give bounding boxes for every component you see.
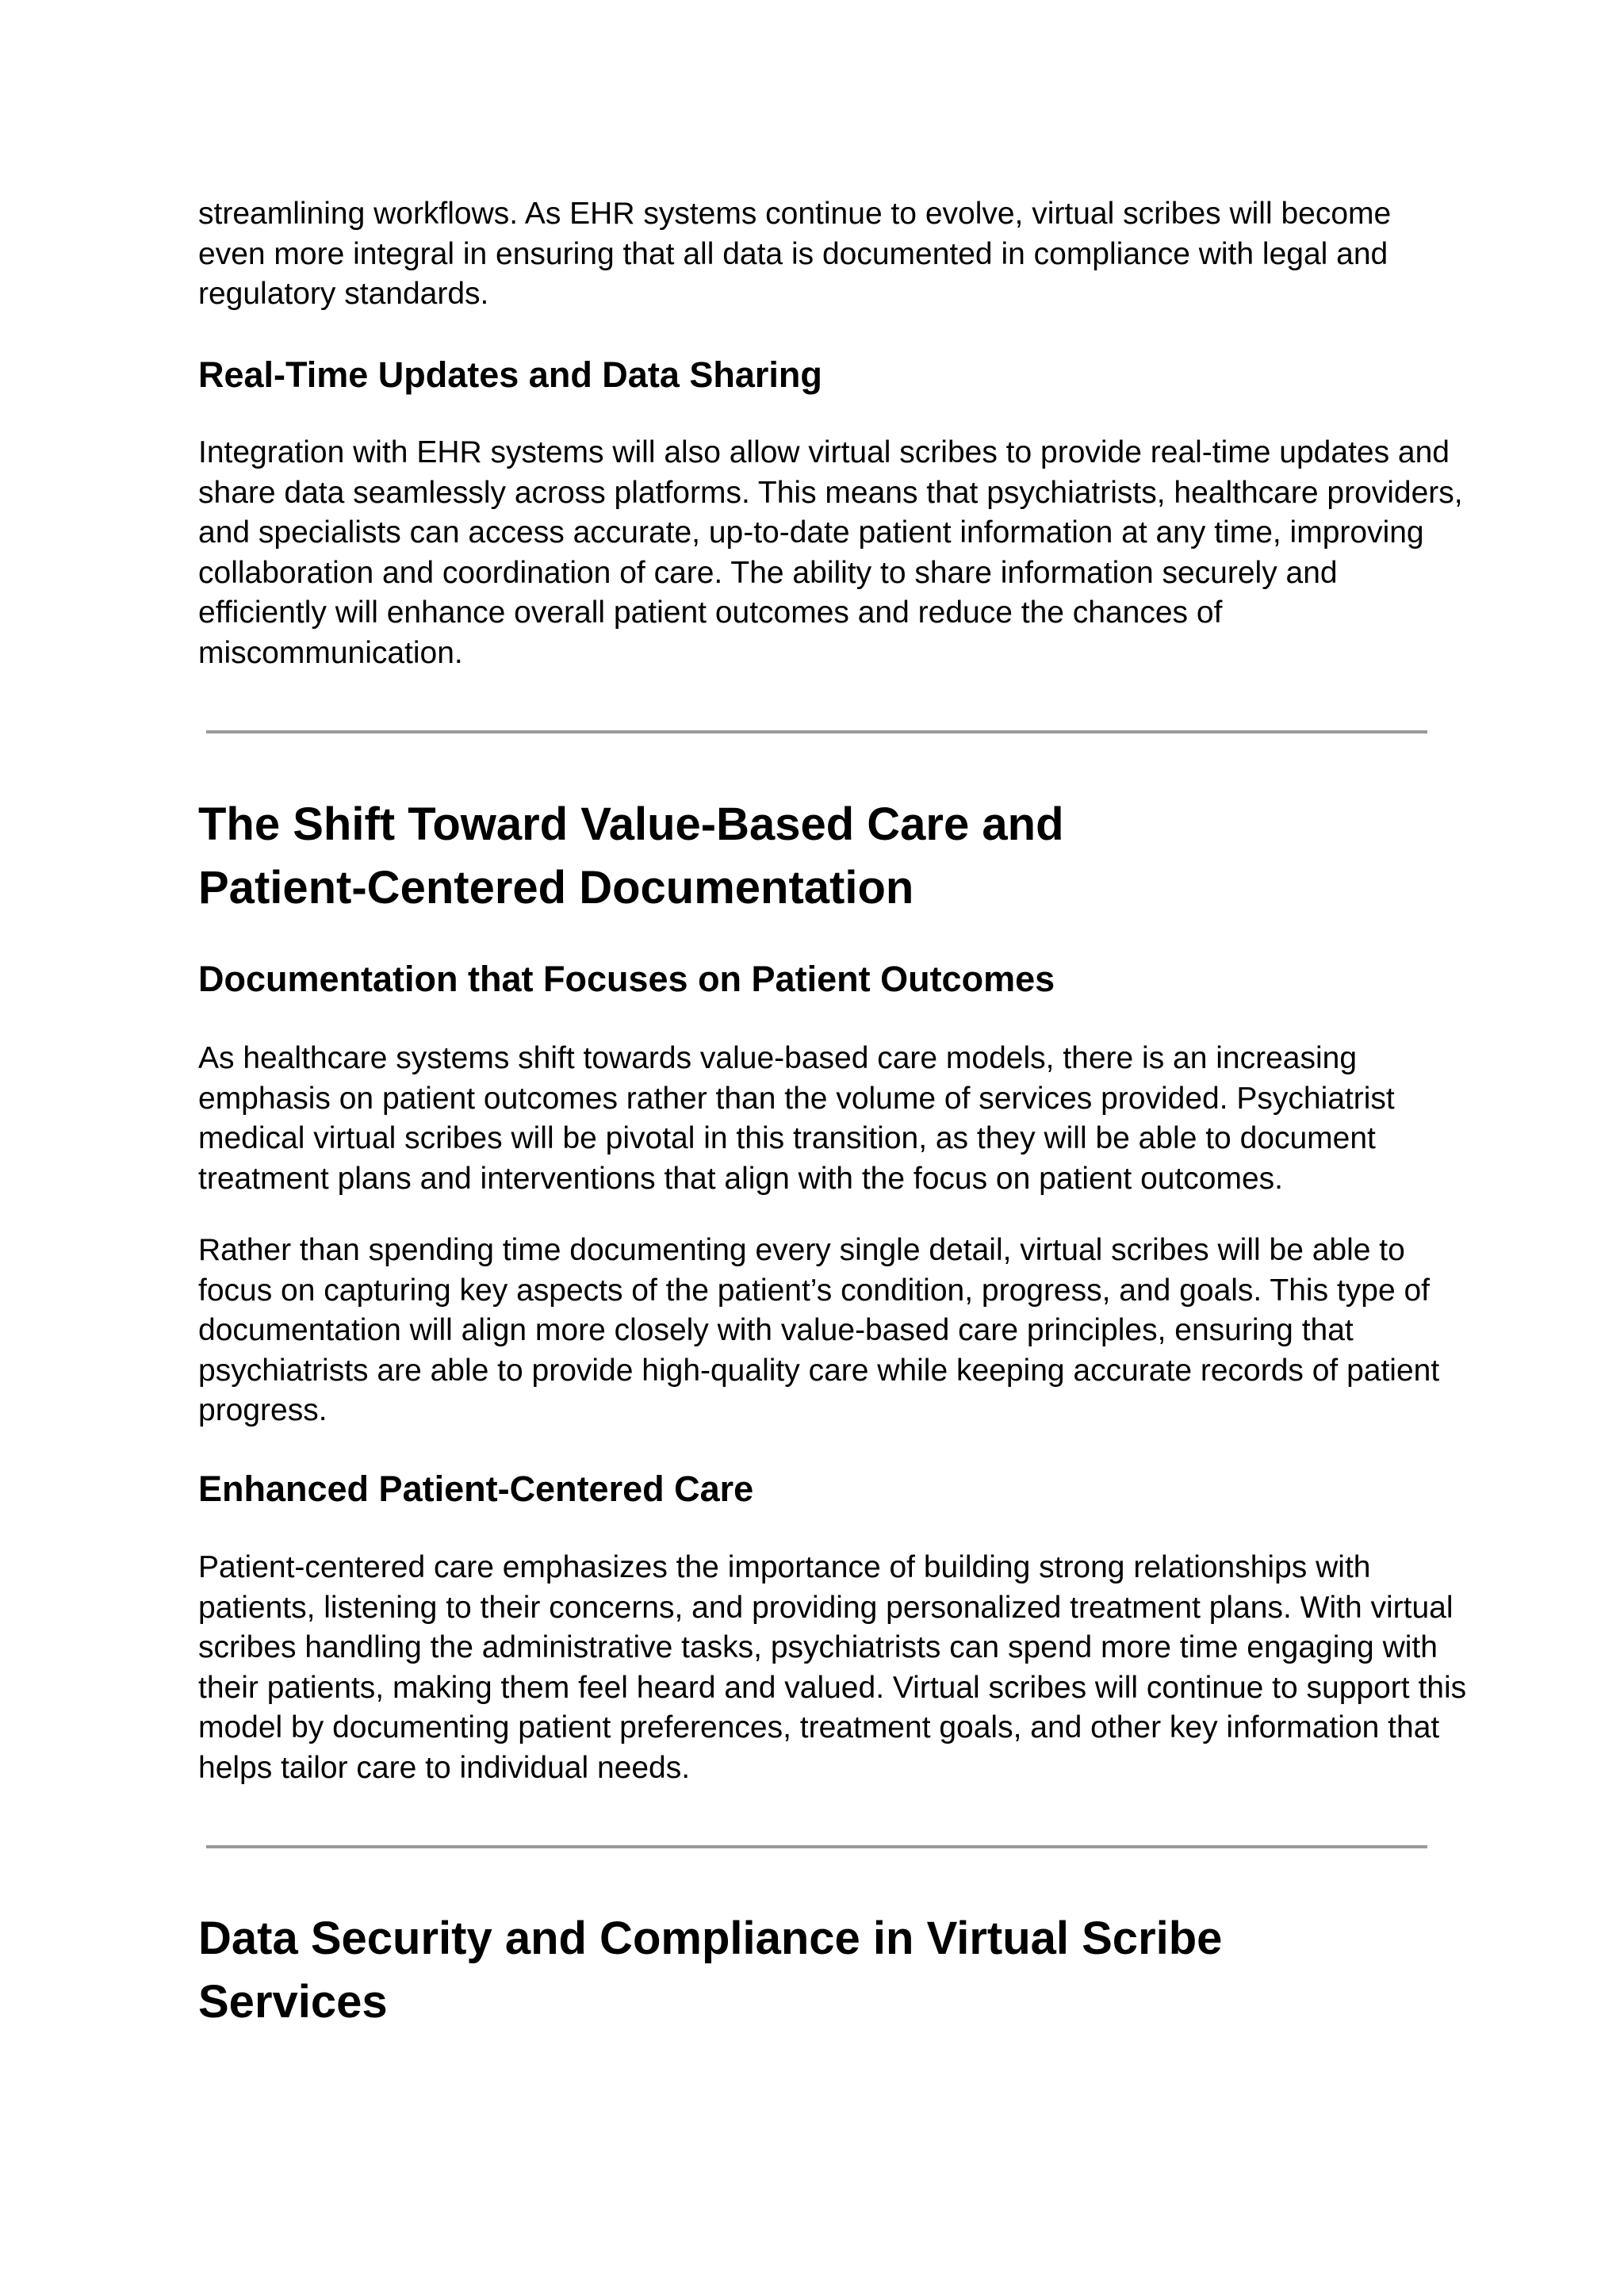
- intro-paragraph-line: streamlining workflows. As EHR systems continue to evolve, virtual scribes will become: [198, 197, 1392, 231]
- intro-paragraph-line: even more integral in ensuring that all data is documented in compliance with legal and: [198, 236, 1388, 271]
- outcomes-paragraph-1-line: emphasis on patient outcomes rather than the volume of services provided. Psychiatrist: [198, 1081, 1395, 1116]
- outcomes-paragraph-1-line: As healthcare systems shift towards value-based care models, there is an increasing: [198, 1041, 1358, 1075]
- outcomes-paragraph-1-line: medical virtual scribes will be pivotal in this transition, as they will be able to document: [198, 1121, 1376, 1155]
- realtime-paragraph: [198, 433, 1463, 673]
- value-based-care-heading: [198, 793, 1443, 920]
- patient-centered-paragraph-line: helps tailor care to individual needs.: [198, 1750, 691, 1785]
- outcomes-paragraph-2-line: Rather than spending time documenting every single detail, virtual scribes will be able to: [198, 1233, 1405, 1267]
- value-based-care-heading-line: The Shift Toward Value-Based Care and: [198, 798, 1064, 850]
- intro-paragraph-line: regulatory standards.: [198, 277, 489, 311]
- patient-centered-paragraph-line: model by documenting patient preferences, treatment goals, and other key information that: [198, 1710, 1440, 1744]
- patient-centered-paragraph-line: Patient-centered care emphasizes the importance of building strong relationships with: [198, 1550, 1371, 1584]
- outcomes-paragraph-2-line: progress.: [198, 1393, 327, 1427]
- realtime-paragraph-line: miscommunication.: [198, 635, 463, 670]
- outcomes-paragraph-1: [198, 1039, 1443, 1199]
- outcomes-paragraph-1-line: treatment plans and interventions that align with the focus on patient outcomes.: [198, 1161, 1283, 1196]
- realtime-paragraph-line: efficiently will enhance overall patient outcomes and reduce the chances of: [198, 596, 1223, 630]
- intro-paragraph: [198, 194, 1443, 315]
- realtime-paragraph-line: share data seamlessly across platforms. This means that psychiatrists, healthcare providers,: [198, 475, 1463, 510]
- outcomes-heading: Documentation that Focuses on Patient Outcomes: [198, 959, 1055, 999]
- section-divider: [206, 1845, 1427, 1848]
- data-security-heading-line: Services: [198, 1976, 388, 2028]
- section-divider: [206, 730, 1427, 733]
- realtime-paragraph-line: collaboration and coordination of care. The ability to share information securely and: [198, 555, 1338, 590]
- data-security-heading: [198, 1907, 1443, 2034]
- outcomes-paragraph-2-line: psychiatrists are able to provide high-quality care while keeping accurate records of patient: [198, 1353, 1440, 1388]
- realtime-heading: Real-Time Updates and Data Sharing: [198, 354, 822, 395]
- patient-centered-paragraph-line: scribes handling the administrative tasks, psychiatrists can spend more time engaging with: [198, 1630, 1438, 1664]
- outcomes-paragraph-2-line: documentation will align more closely with value-based care principles, ensuring that: [198, 1313, 1354, 1347]
- patient-centered-paragraph-line: patients, listening to their concerns, and providing personalized treatment plans. With virtual: [198, 1590, 1454, 1625]
- outcomes-paragraph-2: [198, 1231, 1443, 1431]
- realtime-paragraph-line: and specialists can access accurate, up-to-date patient information at any time, improving: [198, 515, 1424, 550]
- outcomes-paragraph-2-line: focus on capturing key aspects of the patient’s condition, progress, and goals. This type of: [198, 1273, 1430, 1308]
- patient-centered-paragraph-line: their patients, making them feel heard and valued. Virtual scribes will continue to support this: [198, 1670, 1467, 1705]
- patient-centered-paragraph: [198, 1548, 1467, 1788]
- value-based-care-heading-line: Patient-Centered Documentation: [198, 862, 914, 913]
- realtime-paragraph-line: Integration with EHR systems will also allow virtual scribes to provide real-time updates and: [198, 435, 1450, 469]
- patient-centered-heading: Enhanced Patient-Centered Care: [198, 1469, 754, 1509]
- data-security-heading-line: Data Security and Compliance in Virtual Scribe: [198, 1913, 1223, 1964]
